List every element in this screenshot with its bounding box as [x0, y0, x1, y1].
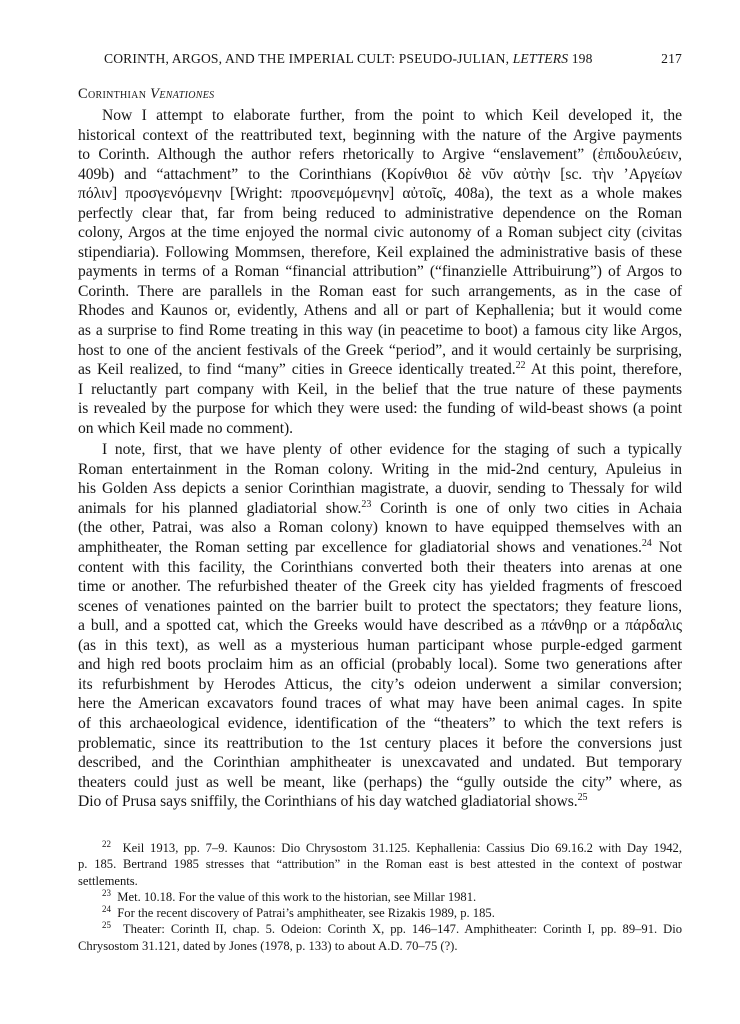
body-line: is revealed by the purpose for which they were used: the funding of wild-beast shows (a point	[78, 400, 682, 418]
body-line: I note, first, that we have plenty of other evidence for the staging of such a typically	[102, 441, 682, 459]
body-line-text: amphitheater, the Roman setting par excellence for gladiatorial shows and venationes.	[78, 539, 642, 557]
footnote-marker[interactable]: 24	[641, 537, 652, 549]
footnote	[78, 889, 682, 905]
footnote-text: For the recent discovery of Patrai’s amphitheater, see Rizakis 1989, p. 185.	[117, 906, 495, 921]
section-heading-italic: Venationes	[150, 86, 215, 102]
footnote	[78, 840, 682, 889]
running-head-title-prefix: CORINTH, ARGOS, AND THE IMPERIAL CULT: PSEUDO-JULIAN,	[104, 51, 513, 66]
body-line	[78, 792, 682, 812]
body-line: payments in terms of a Roman “financial attribution” (“finanzielle Attribuirung”) of Argos to	[78, 263, 682, 281]
body-line: of this archaeological evidence, identification of the “theaters” to which the text refers is	[78, 714, 682, 732]
body-line: historical context of the reattributed text, beginning with the nature of the Argive payments	[78, 126, 682, 144]
footnote-number: 25	[102, 920, 111, 931]
footnote	[78, 921, 682, 954]
section-heading-prefix: Corinthian	[78, 86, 151, 102]
body-line: Now I attempt to elaborate further, from the point to which Keil developed it, the	[102, 107, 682, 124]
body-line-text: as Keil realized, to find “many” cities in Greece identically treated.	[78, 361, 516, 379]
footnote-marker[interactable]: 25	[577, 791, 588, 803]
body-line-text: At this point, therefore,	[525, 361, 682, 379]
footnote-line	[78, 905, 682, 921]
body-line: his Golden Ass depicts a senior Corinthian magistrate, a duovir, sending to Thessaly for wild	[78, 480, 682, 498]
footnotes	[78, 840, 682, 954]
body-line-text: to Corinth. Although the author refers rhetorically to Argive “enslavement” (ἐπιδουλεύειν,	[78, 146, 682, 164]
body-line: colony, Argos at the time enjoyed the normal civic autonomy of a Roman subject city (civitas	[78, 224, 682, 242]
page	[78, 50, 682, 812]
footnote-line: p. 185. Bertrand 1985 stresses that “attribution” in the Roman east is best attested in the context of postwar	[78, 857, 682, 872]
body-line	[78, 499, 682, 519]
footnote-text: Theater: Corinth II, chap. 5. Odeion: Corinth X, pp. 146–147. Amphitheater: Corinth I, pp. 89–91. Dio	[122, 922, 683, 937]
body-line: and high red boots proclaim him as an official (probably local). Some two generations after	[78, 656, 682, 674]
footnote-line	[78, 840, 682, 856]
body-line-text: Corinth is one of only two cities in Achaia	[371, 499, 682, 517]
body-line-text: animals for his planned gladiatorial show.	[78, 499, 362, 517]
running-head-title	[78, 50, 593, 68]
footnote-line: settlements.	[78, 873, 138, 888]
body-line: theaters could just as well be meant, like (perhaps) the “gully outside the city” where, as	[78, 773, 682, 791]
body-line	[78, 145, 682, 165]
body-line: its refurbishment by Herodes Atticus, the city’s odeion underwent a similar conversion;	[78, 675, 682, 693]
footnote-line	[78, 889, 682, 905]
running-head-title-suffix: 198	[568, 51, 593, 66]
footnote-line	[78, 921, 682, 937]
body-line: a bull, and a spotted cat, which the Greeks would have described as a πάνθηρ or a πάρδαλις	[78, 617, 682, 635]
body-line: problematic, since its reattribution to the 1st century places it before the conversions just	[78, 734, 682, 752]
footnote-line: Chrysostom 31.121, dated by Jones (1978, p. 133) to about A.D. 70–75 (?).	[78, 938, 458, 953]
body-line	[78, 538, 682, 558]
body-line: time or another. The refurbished theater of the Greek city has yielded fragments of frescoed	[78, 578, 682, 596]
body-line: πόλιν] προσγενόμενην [Wright: προσνεμόμενην] αὐτοῖς, 408a), the text as a whole makes	[78, 185, 682, 203]
body-line: stipendiaria). Following Mommsen, therefore, Keil explained the administrative basis of these	[78, 243, 682, 261]
body-line	[78, 360, 682, 380]
body-line-text: Not	[651, 539, 682, 557]
body-line: scenes of venationes painted on the barrier built to protect the spectators; they feature lions,	[78, 597, 682, 615]
body-line: Roman entertainment in the Roman colony. Writing in the mid-2nd century, Apuleius in	[78, 460, 682, 478]
footnote-marker[interactable]: 23	[361, 498, 372, 510]
body-line: (as in this text), as well as a mysterious human participant whose purple-edged garment	[78, 636, 682, 654]
body-line: 409b) and “attachment” to the Corinthians (Κορίνθιοι δὲ νῦν αὐτὴν [sc. τὴν ’Αργείων	[78, 165, 682, 183]
running-head	[78, 50, 682, 68]
body-line: host to one of the ancient festivals of the Greek “period”, and it would certainly be surprising,	[78, 341, 682, 359]
body-line: described, and the Corinthian amphitheater is unexcavated and undated. But temporary	[78, 754, 682, 772]
body-line: here the American excavators found traces of what may have been animal cages. In spite	[78, 695, 682, 713]
running-head-title-italic: LETTERS	[512, 51, 569, 66]
footnote-text: Keil 1913, pp. 7–9. Kaunos: Dio Chrysostom 31.125. Kephallenia: Cassius Dio 69.16.2 with Day 1942,	[122, 841, 682, 855]
body-line: Rhodes and Kaunos or, evidently, Athens and all or part of Kephallenia; but it would come	[78, 302, 682, 320]
footnote-number: 24	[102, 904, 111, 914]
page-number: 217	[661, 51, 682, 66]
footnote-number: 22	[102, 838, 111, 849]
body-line: (the other, Patrai, was also a Roman colony) known to have equipped themselves with an	[78, 519, 682, 537]
paragraph-2	[78, 440, 682, 811]
footnote-marker[interactable]: 22	[515, 359, 526, 371]
paragraph-1	[78, 106, 682, 438]
footnote-number: 23	[102, 887, 111, 898]
body-line: perfectly clear that, far from being reduced to administrative dependence on the Roman	[78, 204, 682, 222]
body-line: on which Keil made no comment).	[78, 419, 293, 437]
body-line: content with this facility, the Corinthians converted both their theaters into arenas at one	[78, 558, 682, 576]
section-heading	[78, 84, 682, 104]
footnote-text: Met. 10.18. For the value of this work to the historian, see Millar 1981.	[117, 889, 477, 904]
body-line: as a surprise to find Rome treating in this way (in peacetime to boot) a famous city like Argos,	[78, 322, 682, 340]
footnote	[78, 905, 682, 921]
body-line: Corinth. There are parallels in the Roman east for such arrangements, as in the case of	[78, 282, 682, 300]
body-line-text: Dio of Prusa says sniffily, the Corinthians of his day watched gladiatorial shows.	[78, 793, 578, 811]
body-line: I reluctantly part company with Keil, in the belief that the true nature of these payments	[78, 380, 682, 398]
